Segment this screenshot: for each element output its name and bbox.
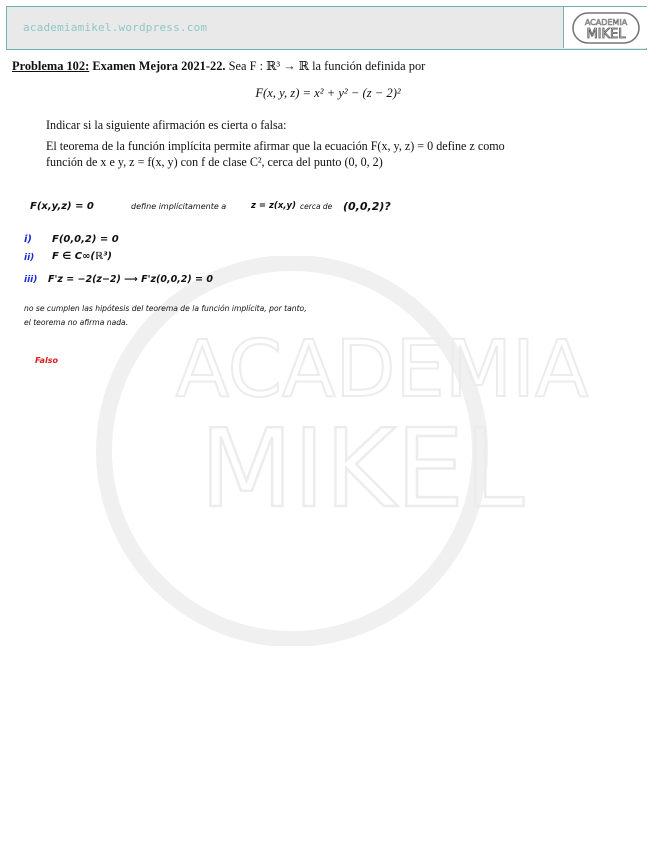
problem-heading: [12, 58, 642, 74]
function-formula: F(x, y, z) = x² + y² − (z − 2)²: [255, 86, 401, 100]
hand-define-text: define implícitamente a: [131, 202, 227, 211]
hand-z-expression: z = z(x,y): [251, 201, 296, 211]
logo-bottom-text: MIKEL: [585, 26, 626, 42]
academia-mikel-logo: [563, 7, 647, 48]
hand-equation: F(x,y,z) = 0: [30, 201, 94, 212]
statement-line1: El teorema de la función implícita permite afirmar que la ecuación F(x, y, z) = 0 define z como: [46, 139, 505, 153]
conclusion-line1: no se cumplen las hipótesis del teorema de la función implícita, por tanto,: [24, 304, 307, 313]
statement-line2: función de x e y, z = f(x, y) con f de clase C², cerca del punto (0, 0, 2): [46, 155, 383, 169]
exam-name: Examen Mejora 2021-22.: [92, 59, 226, 73]
logo-top-text: ACADEMIA: [584, 17, 627, 27]
watermark-line2: MIKEL: [199, 407, 525, 532]
hand-point: (0,0,2)?: [343, 200, 391, 213]
question-text: Indicar si la siguiente afirmación es cierta o falsa:: [46, 118, 287, 132]
item2-text: F ∈ C∞(ℝ³): [52, 251, 112, 262]
problem-intro: Sea F : ℝ³ → ℝ la función definida por: [228, 59, 426, 73]
answer-false: Falso: [35, 356, 58, 365]
hand-cerca-text: cerca de: [300, 202, 333, 211]
item3-label: iii): [24, 275, 38, 285]
site-url: academiamikel.wordpress.com: [23, 21, 208, 34]
conclusion-line2: el teorema no afirma nada.: [24, 318, 129, 327]
item1-label: i): [24, 234, 32, 245]
item2-label: ii): [24, 253, 35, 263]
problem-label: Problema 102:: [12, 59, 90, 73]
logo-badge-icon: [571, 11, 641, 45]
item1-text: F(0,0,2) = 0: [52, 234, 119, 245]
page-header: [6, 6, 647, 50]
item3-text: F'z = −2(z−2) ⟶ F'z(0,0,2) = 0: [48, 274, 213, 285]
watermark-logo: [92, 256, 612, 646]
watermark-line1: ACADEMIA: [175, 325, 589, 415]
